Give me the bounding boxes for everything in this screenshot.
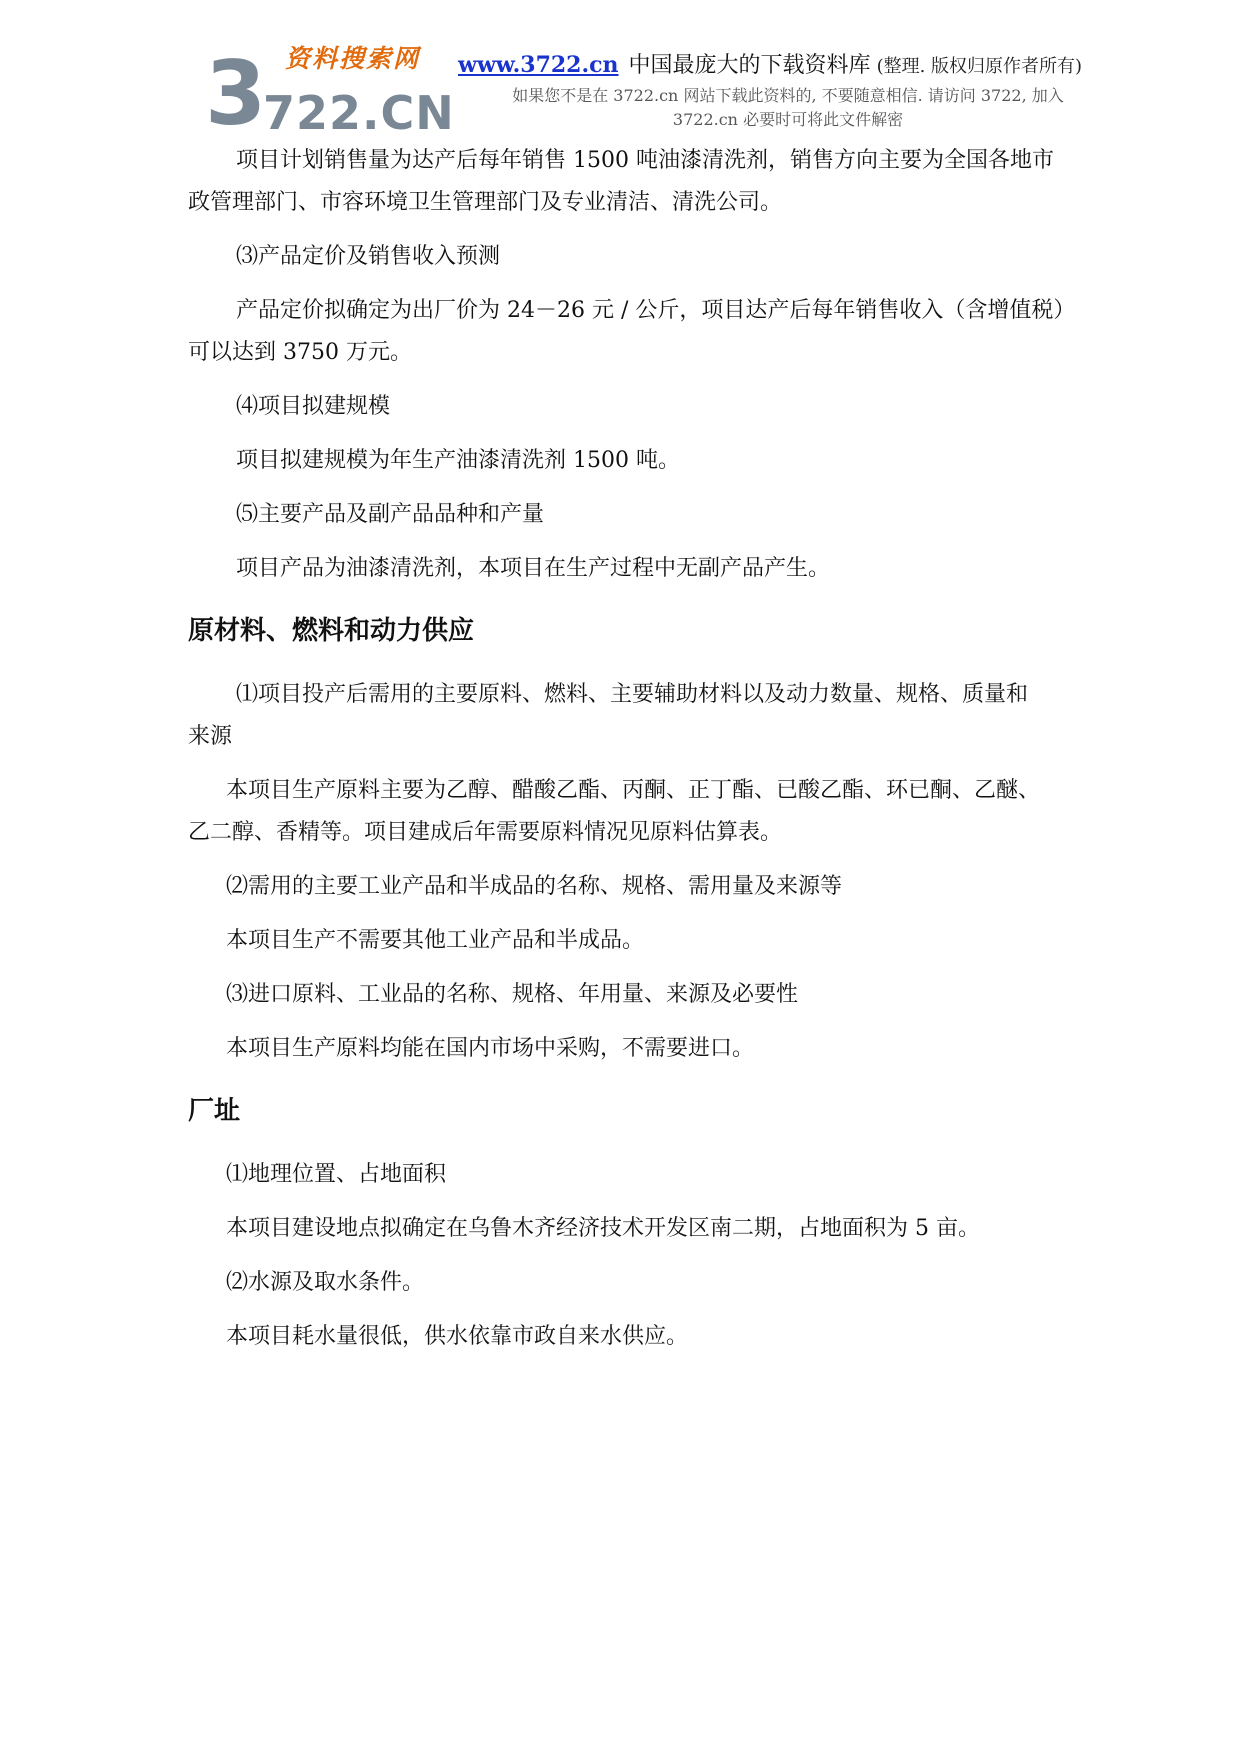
paragraph: 本项目建设地点拟确定在乌鲁木齐经济技术开发区南二期，占地面积为 5 亩。 xyxy=(226,1216,980,1241)
section-heading: 厂址 xyxy=(188,1096,241,1126)
site-title: 中国最庞大的下载资料库 xyxy=(628,53,871,78)
item-title: ⑶产品定价及销售收入预测 xyxy=(236,244,501,269)
site-line xyxy=(458,50,1082,82)
logo-brush-text: 资料搜索网 xyxy=(285,44,421,73)
download-notice xyxy=(438,84,1138,132)
paragraph: 项目产品为油漆清洗剂，本项目在生产过程中无副产品产生。 xyxy=(236,556,831,581)
item-title: ⑷项目拟建规模 xyxy=(236,394,391,419)
site-note: (整理. 版权归原作者所有) xyxy=(876,56,1083,77)
paragraph: 本项目耗水量很低，供水依靠市政自来水供应。 xyxy=(226,1324,689,1349)
logo-domain: 722.CN xyxy=(263,86,455,140)
notice-line: 如果您不是在 3722.cn 网站下载此资料的, 不要随意相信. 请访问 3722, 加入 xyxy=(512,86,1064,105)
item-title: ⑸主要产品及副产品品种和产量 xyxy=(236,502,545,527)
site-url-link[interactable]: www.3722.cn xyxy=(458,52,619,78)
item-title: ⑵需用的主要工业产品和半成品的名称、规格、需用量及来源等 xyxy=(226,874,843,899)
site-logo[interactable] xyxy=(205,42,455,145)
paragraph: 乙二醇、香精等。项目建成后年需要原料情况见原料估算表。 xyxy=(188,820,783,845)
item-title: ⑵水源及取水条件。 xyxy=(226,1270,425,1295)
notice-line: 3722.cn 必要时可将此文件解密 xyxy=(672,110,904,129)
paragraph: 本项目生产原料主要为乙醇、醋酸乙酯、丙酮、正丁酯、已酸乙酯、环已酮、乙醚、 xyxy=(226,778,1041,803)
item-title: ⑶进口原料、工业品的名称、规格、年用量、来源及必要性 xyxy=(226,982,799,1007)
page-header xyxy=(0,0,1241,145)
item-title: ⑴地理位置、占地面积 xyxy=(226,1162,447,1187)
paragraph: 项目计划销售量为达产后每年销售 1500 吨油漆清洗剂，销售方向主要为全国各地市 xyxy=(236,148,1054,173)
paragraph: 产品定价拟确定为出厂价为 24－26 元 / 公斤，项目达产后每年销售收入（含增值税） xyxy=(236,298,1076,323)
paragraph: 可以达到 3750 万元。 xyxy=(188,340,412,365)
item-title: 来源 xyxy=(188,724,233,749)
paragraph: 项目拟建规模为年生产油漆清洗剂 1500 吨。 xyxy=(236,448,680,473)
paragraph: 本项目生产原料均能在国内市场中采购，不需要进口。 xyxy=(226,1036,755,1061)
section-heading: 原材料、燃料和动力供应 xyxy=(188,616,475,646)
paragraph: 政管理部门、市容环境卫生管理部门及专业清洁、清洗公司。 xyxy=(188,190,783,215)
item-title: ⑴项目投产后需用的主要原料、燃料、主要辅助材料以及动力数量、规格、质量和 xyxy=(236,682,1029,707)
paragraph: 本项目生产不需要其他工业产品和半成品。 xyxy=(226,928,645,953)
logo-number: 3 xyxy=(205,42,265,145)
